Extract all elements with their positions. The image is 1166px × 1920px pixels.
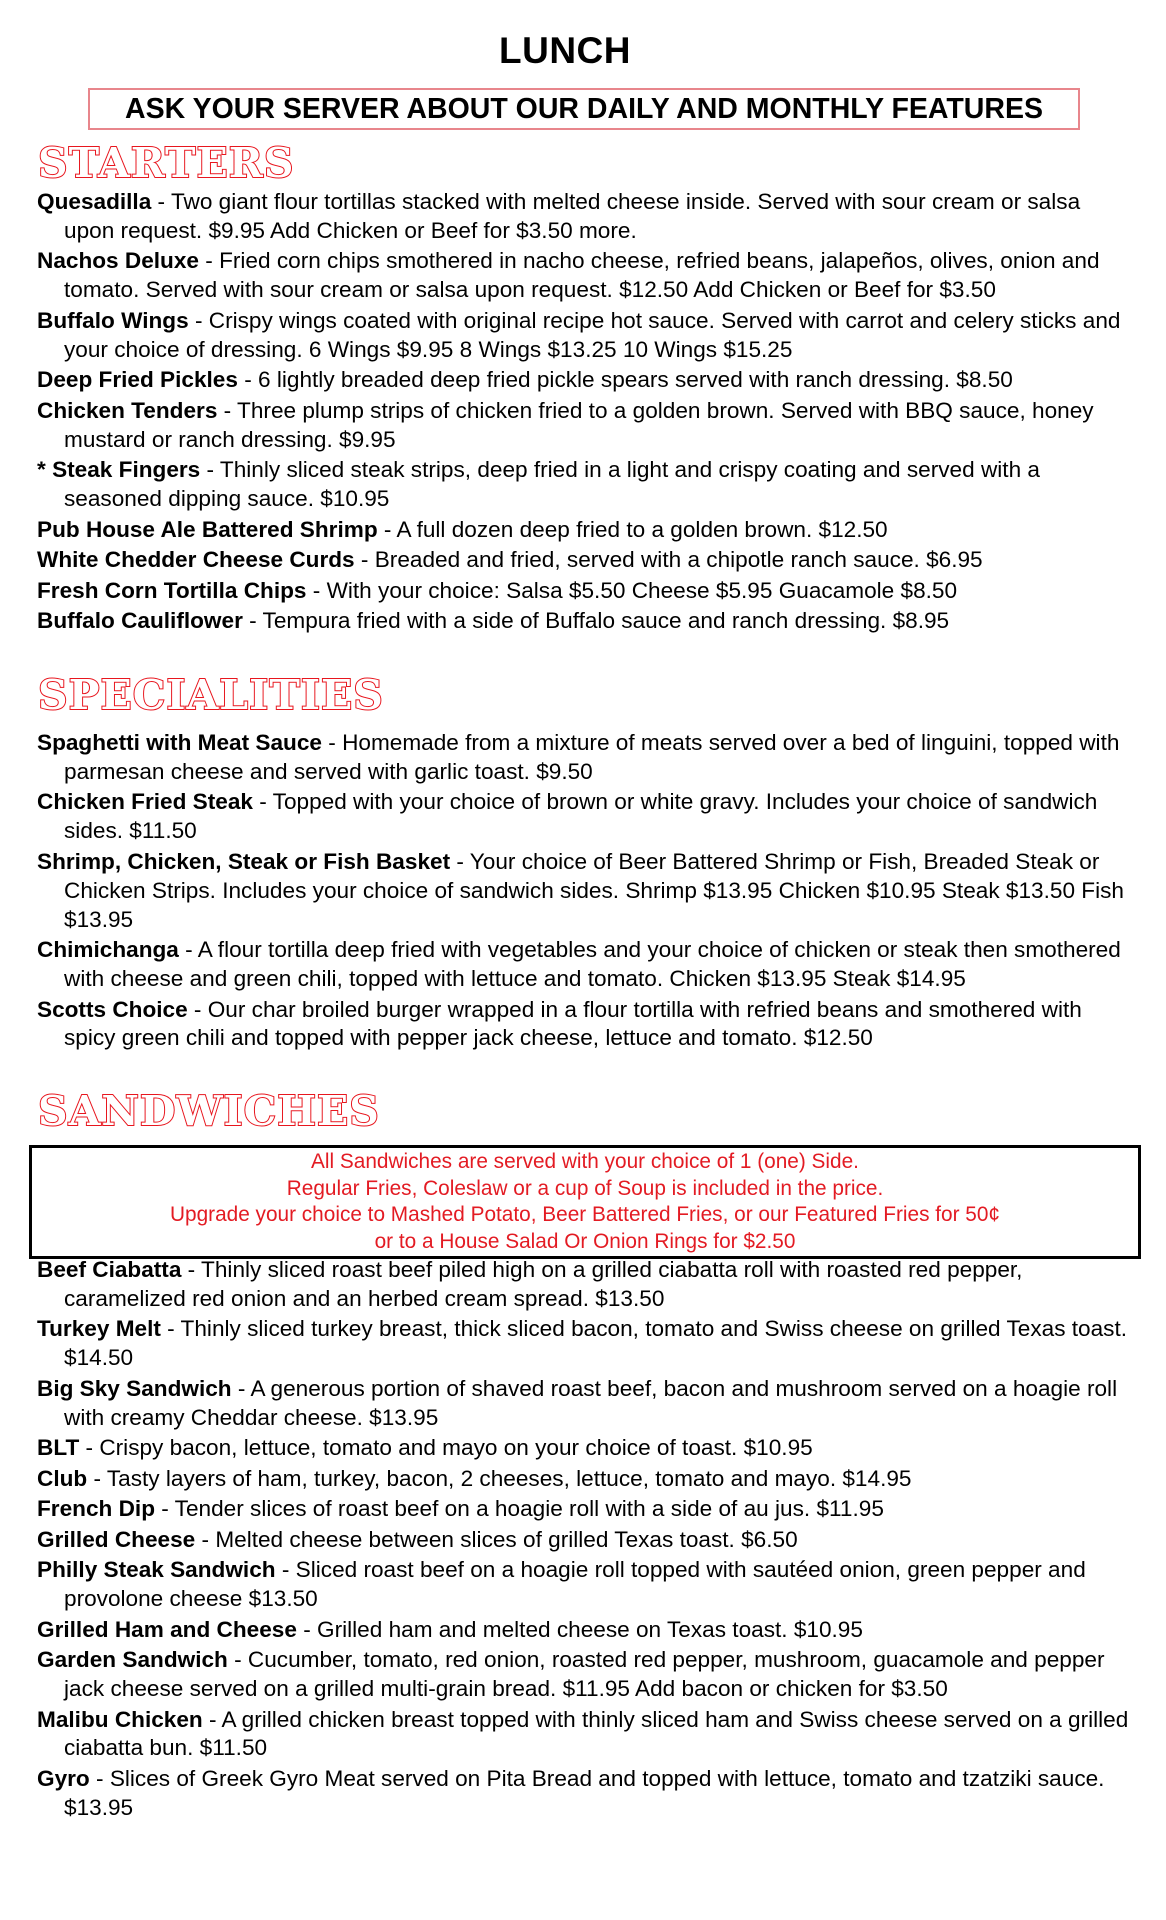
item-description: - Three plump strips of chicken fried to a golden brown. Served with BBQ sauce, honey mustard or ranch dressing. $9.95 xyxy=(64,397,1094,452)
item-name: Chimichanga xyxy=(37,937,179,963)
menu-item xyxy=(37,577,1135,606)
item-name: Garden Sandwich xyxy=(37,1647,228,1673)
item-description: - Topped with your choice of brown or white gravy. Includes your choice of sandwich sides. $11.50 xyxy=(64,789,1098,844)
item-description: - Tasty layers of ham, turkey, bacon, 2 cheeses, lettuce, tomato and mayo. $14.95 xyxy=(87,1465,912,1491)
item-name: Club xyxy=(37,1465,88,1491)
item-description: - Crispy wings coated with original recipe hot sauce. Served with carrot and celery sticks and your choice of dressing. 6 Wings $9.95 8 Wings $13.25 10 Wings $15.25 xyxy=(64,307,1121,362)
menu-item xyxy=(37,1616,1135,1645)
menu-item xyxy=(37,788,1135,846)
item-name: Big Sky Sandwich xyxy=(37,1375,232,1401)
menu-item xyxy=(37,397,1135,455)
item-name: Buffalo Cauliflower xyxy=(37,608,243,634)
item-description: - Crispy bacon, lettuce, tomato and mayo on your choice of toast. $10.95 xyxy=(79,1435,813,1461)
notice-line: Regular Fries, Coleslaw or a cup of Soup is included in the price. xyxy=(286,1176,884,1200)
item-name: * Steak Fingers xyxy=(37,457,201,483)
menu-title: LUNCH xyxy=(499,30,631,71)
item-description: - With your choice: Salsa $5.50 Cheese $5.95 Guacamole $8.50 xyxy=(306,577,958,603)
menu-item xyxy=(37,1465,1135,1494)
menu-item xyxy=(37,1434,1135,1463)
features-banner: ASK YOUR SERVER ABOUT OUR DAILY AND MONTHLY FEATURES xyxy=(88,88,1080,130)
item-description: - A full dozen deep fried to a golden brown. $12.50 xyxy=(377,516,888,542)
item-description: - Your choice of Beer Battered Shrimp or Fish, Breaded Steak or Chicken Strips. Includes your choice of sandwich sides. Shrimp $13.95 Chicken $10.95 Steak $13.50 Fish $13.95 xyxy=(64,848,1124,932)
item-description: - A flour tortilla deep fried with vegetables and your choice of chicken or steak then smothered with cheese and green chili, topped with lettuce and tomato. Chicken $13.95 Steak $14.95 xyxy=(64,937,1121,992)
item-name: Beef Ciabatta xyxy=(37,1257,182,1282)
menu-item xyxy=(37,936,1135,994)
menu-item xyxy=(37,366,1135,395)
menu-item xyxy=(37,1556,1135,1614)
item-name: French Dip xyxy=(37,1496,155,1522)
menu-item xyxy=(37,456,1135,514)
item-description: - Thinly sliced turkey breast, thick sliced bacon, tomato and Swiss cheese on grilled Texas toast. $14.50 xyxy=(64,1316,1128,1371)
item-name: Quesadilla xyxy=(37,189,152,214)
item-name: Grilled Ham and Cheese xyxy=(37,1616,297,1642)
item-name: Spaghetti with Meat Sauce xyxy=(37,730,322,755)
item-description: - Homemade from a mixture of meats served over a bed of linguini, topped with parmesan cheese and served with garlic toast. $9.50 xyxy=(64,730,1120,784)
specialities-heading: SPECIALITIES xyxy=(38,671,384,719)
menu-item xyxy=(37,1706,1135,1764)
item-description: - Fried corn chips smothered in nacho cheese, refried beans, jalapeños, olives, onion and tomato. Served with sour cream or salsa upon request. $12.50 Add Chicken or Beef for $3.50 xyxy=(64,248,1100,303)
menu-item xyxy=(37,1256,1135,1314)
menu-item xyxy=(37,1375,1135,1433)
item-name: Deep Fried Pickles xyxy=(37,367,238,393)
sandwich-sides-notice xyxy=(29,1145,1141,1259)
item-description: - Thinly sliced steak strips, deep fried in a light and crispy coating and served with a seasoned dipping sauce. $10.95 xyxy=(64,457,1040,512)
item-description: - Two giant flour tortillas stacked with melted cheese inside. Served with sour cream or salsa upon request. $9.95 Add Chicken or Beef for $3.50 more. xyxy=(64,189,1081,243)
notice-line: or to a House Salad Or Onion Rings for $2.50 xyxy=(374,1229,796,1253)
item-description: - Thinly sliced roast beef piled high on a grilled ciabatta roll with roasted red pepper, caramelized red onion and an herbed cream spread. $13.50 xyxy=(64,1257,1023,1311)
item-description: - 6 lightly breaded deep fried pickle spears served with ranch dressing. $8.50 xyxy=(237,367,1013,393)
item-name: Scotts Choice xyxy=(37,996,188,1022)
item-description: - Melted cheese between slices of grilled Texas toast. $6.50 xyxy=(195,1526,798,1552)
menu-item xyxy=(37,516,1135,545)
item-description: - Sliced roast beef on a hoagie roll topped with sautéed onion, green pepper and provolone cheese $13.50 xyxy=(64,1557,1086,1612)
item-name: BLT xyxy=(37,1435,80,1461)
menu-item xyxy=(37,848,1135,935)
menu-item xyxy=(37,1646,1135,1704)
item-name: White Chedder Cheese Curds xyxy=(37,547,355,573)
item-name: Pub House Ale Battered Shrimp xyxy=(37,516,378,542)
item-description: - Breaded and fried, served with a chipotle ranch sauce. $6.95 xyxy=(354,547,983,573)
item-name: Nachos Deluxe xyxy=(37,248,199,274)
item-name: Chicken Tenders xyxy=(37,397,218,423)
menu-item xyxy=(37,1495,1135,1524)
item-description: - Our char broiled burger wrapped in a flour tortilla with refried beans and smothered with spicy green chili and topped with pepper jack cheese, lettuce and tomato. $12.50 xyxy=(64,996,1082,1051)
item-name: Malibu Chicken xyxy=(37,1706,203,1732)
item-description: - Slices of Greek Gyro Meat served on Pita Bread and topped with lettuce, tomato and tzatziki sauce. $13.95 xyxy=(64,1765,1105,1820)
item-name: Shrimp, Chicken, Steak or Fish Basket xyxy=(37,848,451,874)
menu-item xyxy=(37,607,1135,636)
item-name: Turkey Melt xyxy=(37,1316,161,1342)
menu-item xyxy=(37,1315,1135,1373)
item-description: - Cucumber, tomato, red onion, roasted red pepper, mushroom, guacamole and pepper jack cheese served on a grilled multi-grain bread. $11.95 Add bacon or chicken for $3.50 xyxy=(64,1647,1105,1702)
menu-item xyxy=(37,188,1135,246)
menu-item xyxy=(37,1526,1135,1555)
menu-item xyxy=(37,1765,1135,1823)
item-name: Buffalo Wings xyxy=(37,307,189,333)
item-name: Gyro xyxy=(37,1765,90,1791)
item-description: - Tempura fried with a side of Buffalo sauce and ranch dressing. $8.95 xyxy=(242,608,950,634)
item-name: Philly Steak Sandwich xyxy=(37,1557,276,1583)
item-name: Chicken Fried Steak xyxy=(37,789,253,815)
item-description: - A generous portion of shaved roast beef, bacon and mushroom served on a hoagie roll with creamy Cheddar cheese. $13.95 xyxy=(64,1375,1118,1430)
item-name: Grilled Cheese xyxy=(37,1526,196,1552)
sandwiches-list xyxy=(37,1256,1135,1824)
item-description: - A grilled chicken breast topped with thinly sliced ham and Swiss cheese served on a grilled ciabatta bun. $11.50 xyxy=(64,1706,1129,1761)
specialities-list xyxy=(37,729,1135,1055)
item-description: - Grilled ham and melted cheese on Texas toast. $10.95 xyxy=(296,1616,863,1642)
menu-item xyxy=(37,996,1135,1054)
notice-line: Upgrade your choice to Mashed Potato, Beer Battered Fries, or our Featured Fries for 50¢ xyxy=(170,1203,1000,1226)
menu-item xyxy=(37,247,1135,305)
menu-item xyxy=(37,729,1135,787)
item-name: Fresh Corn Tortilla Chips xyxy=(37,577,307,603)
menu-item xyxy=(37,307,1135,365)
starters-list xyxy=(37,188,1135,638)
notice-line: All Sandwiches are served with your choice of 1 (one) Side. xyxy=(311,1150,859,1173)
sandwiches-heading: SANDWICHES xyxy=(38,1087,380,1135)
starters-heading: STARTERS xyxy=(38,139,295,187)
item-description: - Tender slices of roast beef on a hoagie roll with a side of au jus. $11.95 xyxy=(155,1496,884,1522)
menu-item xyxy=(37,546,1135,575)
